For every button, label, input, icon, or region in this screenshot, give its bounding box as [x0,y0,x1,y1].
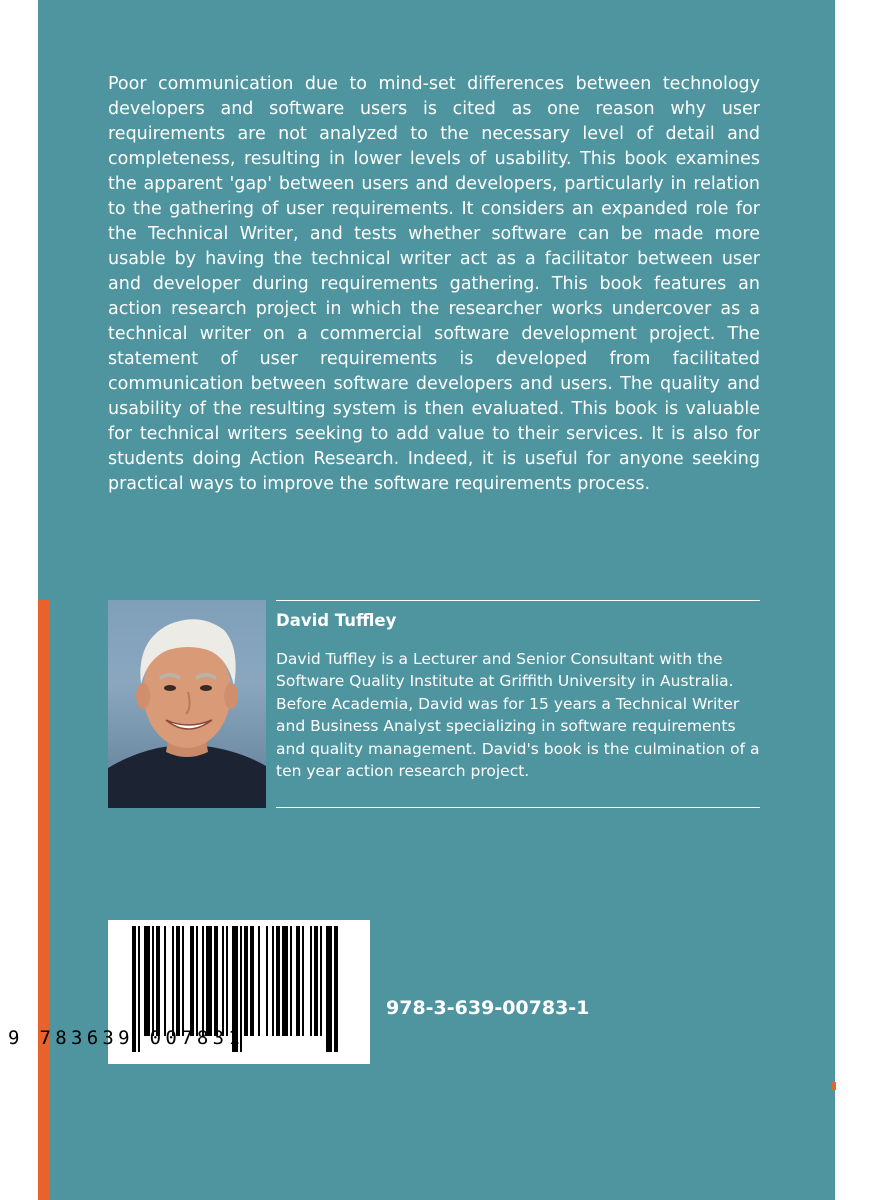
barcode-bar [226,926,228,1036]
isbn-number: 978-3-639-00783-1 [386,997,590,1019]
barcode-bar [282,926,288,1036]
author-name: David Tuffley [276,611,397,630]
barcode-bar [202,926,204,1036]
author-portrait-icon [108,600,266,808]
barcode-bar [244,926,248,1036]
orange-edge-mark [832,1082,836,1090]
barcode-bar [206,926,212,1036]
barcode-bar [320,926,322,1036]
barcode-bar [272,926,274,1036]
barcode-digits: 9 783639 007831 [8,1027,245,1049]
barcode-bar [314,926,318,1036]
orange-spine-stripe [38,600,49,1200]
barcode-bar [302,926,304,1036]
barcode-bar [196,926,198,1036]
barcode-bar [296,926,300,1036]
barcode-bar [222,926,224,1036]
barcode-bar [214,926,218,1036]
barcode-bar [276,926,280,1036]
barcode-bar [290,926,292,1036]
barcode-bar [250,926,254,1036]
barcode-bar [258,926,260,1036]
barcode-bar [176,926,180,1036]
book-description: Poor communication due to mind-set differences between technology developers and software users is cited as one reason why user requirements are not analyzed to the necessary level of detail and completeness, resulting in lower levels of usability. This book examines the apparent 'gap' between users and developers, particularly in relation to the gathering of user requirements. It considers an expanded role for the Technical Writer, and tests whether software can be made more usable by having the technical writer act as a facilitator between user and developer during requirements gathering. This book features an action research project in which the researcher works undercover as a technical writer on a commercial software development project. The statement of user requirements is developed from facilitated communication between software developers and users. The quality and usability of the resulting system is then evaluated. This book is valuable for technical writers seeking to add value to their services. It is also for students doing Action Research. Indeed, it is useful for anyone seeking practical ways to improve the software requirements process. [108,74,760,494]
barcode-bar [310,926,312,1036]
author-top-rule [276,600,760,601]
barcode-bar [190,926,194,1036]
barcode-bar [156,926,160,1036]
author-bottom-rule [276,807,760,808]
barcode-bar [164,926,166,1036]
barcode-bar [182,926,184,1036]
barcode-bar [266,926,268,1036]
author-bio: David Tuffley is a Lecturer and Senior Consultant with the Software Quality Institute at Griffith University in Australia. Before Academia, David was for 15 years a Technical Writer and Business Analyst specializing in software requirements and quality management. David's book is the culmination of a ten year action research project. [276,650,760,781]
author-photo [108,600,266,808]
barcode-bar [144,926,150,1036]
barcode-bar [152,926,154,1036]
barcode-bar [172,926,174,1036]
